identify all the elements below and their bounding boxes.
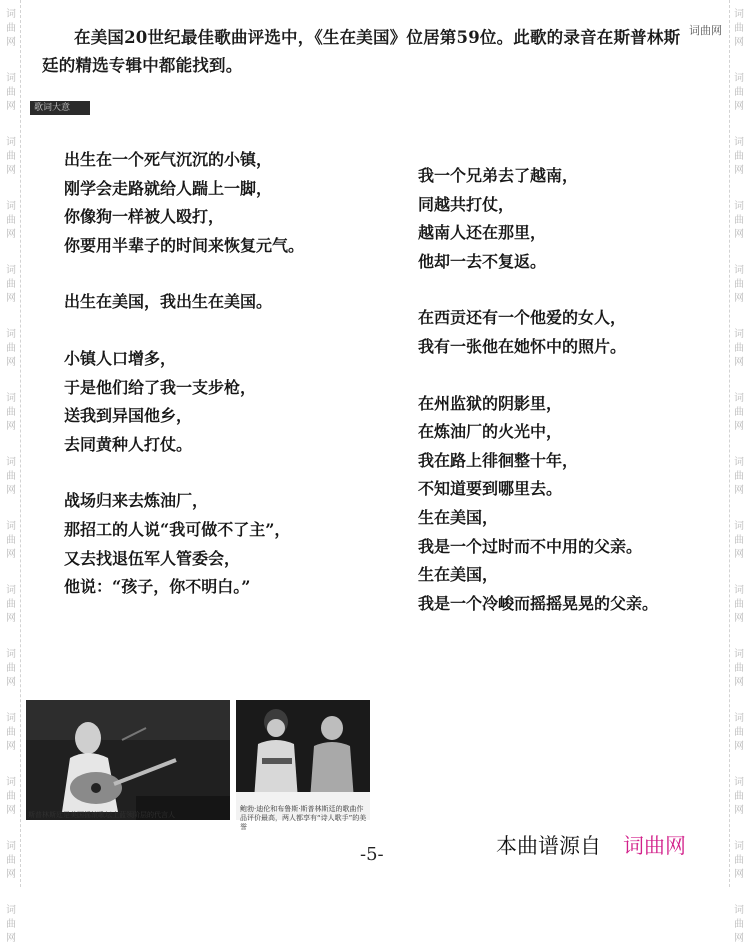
watermark-char: 网 [734, 485, 744, 496]
watermark-char: 词 [6, 329, 16, 340]
watermark-group [6, 8, 16, 50]
watermark-group [734, 904, 744, 946]
watermark-char: 网 [6, 549, 16, 560]
watermark-char: 曲 [734, 535, 744, 546]
watermark-group [6, 328, 16, 370]
left-watermark-column [2, 0, 21, 944]
watermark-char: 曲 [734, 87, 744, 98]
watermark-char: 词 [6, 585, 16, 596]
watermark-char: 词 [6, 713, 16, 724]
watermark-char: 词 [6, 777, 16, 788]
lyric-line: 不知道要到哪里去。 [418, 479, 563, 499]
watermark-char: 词 [734, 905, 744, 916]
watermark-char: 网 [734, 101, 744, 112]
watermark-char: 曲 [734, 343, 744, 354]
intro-paragraph [42, 24, 722, 80]
lyric-line: 又去找退伍军人管委会， [64, 548, 241, 568]
lyric-line: 于是他们给了我一支步枪， [64, 377, 257, 397]
watermark-char: 网 [6, 869, 16, 880]
watermark-char: 网 [734, 805, 744, 816]
watermark-char: 曲 [6, 151, 16, 162]
lyric-line: 刚学会走路就给人踹上一脚， [64, 178, 273, 198]
lyric-line: 生在美国， [418, 565, 499, 585]
lyric-line: 在炼油厂的火光中， [418, 422, 563, 442]
watermark-char: 词 [6, 137, 16, 148]
watermark-group [6, 776, 16, 818]
photo-springsteen-image [26, 700, 230, 820]
lyrics-stanza [418, 162, 738, 276]
watermark-char: 网 [734, 229, 744, 240]
photo-springsteen [26, 700, 230, 820]
watermark-char: 网 [734, 869, 744, 880]
watermark-char: 曲 [734, 215, 744, 226]
watermark-char: 曲 [6, 855, 16, 866]
watermark-group [6, 72, 16, 114]
watermark-char: 曲 [6, 279, 16, 290]
intro-line-1 [42, 24, 722, 52]
watermark-char: 网 [6, 677, 16, 688]
watermark-group [6, 456, 16, 498]
lyric-line: 你要用半辈子的时间来恢复元气。 [64, 235, 305, 255]
lyric-line: 在西贡还有一个他爱的女人， [418, 308, 627, 328]
lyric-line: 小镇人口增多， [64, 348, 177, 368]
watermark-group [6, 712, 16, 754]
watermark-char: 曲 [6, 599, 16, 610]
watermark-char: 网 [6, 101, 16, 112]
lyrics-right-column [418, 162, 738, 646]
watermark-char: 曲 [734, 919, 744, 930]
watermark-char: 网 [6, 613, 16, 624]
photo-caption-1: 斯普林斯廷是美国摇滚歌坛上蓝领阶层的代言人 [28, 811, 175, 819]
lyric-line: 送我到异国他乡， [64, 406, 193, 426]
watermark-char: 词 [6, 265, 16, 276]
watermark-char: 曲 [6, 471, 16, 482]
watermark-char: 词 [734, 457, 744, 468]
watermark-char: 曲 [6, 87, 16, 98]
watermark-char: 网 [734, 357, 744, 368]
watermark-char: 词 [734, 137, 744, 148]
watermark-char: 网 [6, 485, 16, 496]
watermark-char: 网 [6, 421, 16, 432]
watermark-char: 词 [734, 265, 744, 276]
watermark-group [734, 648, 744, 690]
watermark-char: 网 [6, 293, 16, 304]
lyric-line: 同越共打仗， [418, 194, 515, 214]
watermark-char: 曲 [734, 279, 744, 290]
watermark-char: 曲 [734, 407, 744, 418]
lyric-line: 生在美国， [418, 507, 499, 527]
watermark-char: 词 [734, 393, 744, 404]
watermark-char: 曲 [6, 23, 16, 34]
watermark-char: 曲 [734, 855, 744, 866]
watermark-char: 词 [6, 905, 16, 916]
watermark-group [6, 648, 16, 690]
watermark-char: 网 [734, 165, 744, 176]
watermark-char: 网 [734, 37, 744, 48]
watermark-group [6, 264, 16, 306]
page-number: -5- [360, 844, 384, 865]
watermark-char: 词 [6, 649, 16, 660]
watermark-group [6, 584, 16, 626]
watermark-char: 词 [734, 201, 744, 212]
watermark-char: 网 [734, 421, 744, 432]
lyric-line: 战场归来去炼油厂， [64, 491, 209, 511]
watermark-group [6, 392, 16, 434]
lyric-line: 我在路上徘徊整十年， [418, 450, 579, 470]
lyric-line: 他说：“孩子，你不明白。” [64, 577, 251, 597]
lyrics-stanza [64, 487, 394, 601]
watermark-group [734, 776, 744, 818]
watermark-char: 网 [6, 933, 16, 944]
watermark-char: 词 [734, 585, 744, 596]
source-credit [496, 830, 686, 860]
lyrics-stanza [64, 288, 394, 317]
lyric-line: 越南人还在那里， [418, 223, 547, 243]
watermark-char: 网 [734, 677, 744, 688]
lyrics-stanza [418, 390, 738, 619]
watermark-char: 网 [734, 549, 744, 560]
watermark-char: 曲 [6, 343, 16, 354]
watermark-group [6, 200, 16, 242]
watermark-char: 曲 [734, 23, 744, 34]
watermark-group [6, 840, 16, 882]
watermark-char: 词 [734, 73, 744, 84]
watermark-char: 曲 [6, 407, 16, 418]
watermark-char: 词 [6, 393, 16, 404]
lyric-line: 在州监狱的阴影里， [418, 393, 563, 413]
watermark-char: 曲 [734, 471, 744, 482]
watermark-char: 网 [6, 357, 16, 368]
source-prefix: 本曲谱源自 [496, 834, 601, 858]
watermark-char: 网 [734, 741, 744, 752]
watermark-char: 网 [734, 293, 744, 304]
lyric-line: 我是一个冷峻而摇摇晃晃的父亲。 [418, 593, 659, 613]
intro-line-2: 廷的精选专辑中都能找到。 [42, 56, 243, 75]
watermark-char: 曲 [6, 215, 16, 226]
watermark-char: 网 [6, 805, 16, 816]
watermark-char: 词 [734, 521, 744, 532]
watermark-char: 曲 [734, 727, 744, 738]
watermark-char: 网 [6, 165, 16, 176]
watermark-char: 词 [6, 201, 16, 212]
watermark-group [734, 840, 744, 882]
watermark-char: 网 [6, 741, 16, 752]
watermark-char: 曲 [734, 663, 744, 674]
watermark-char: 曲 [6, 727, 16, 738]
lyric-line: 我有一张他在她怀中的照片。 [418, 336, 627, 356]
watermark-char: 词 [6, 9, 16, 20]
watermark-char: 词 [734, 777, 744, 788]
source-brand-link[interactable]: 词曲网 [623, 834, 686, 858]
watermark-char: 曲 [6, 535, 16, 546]
watermark-char: 词 [6, 521, 16, 532]
lyrics-section-tag: 歌词大意 [30, 101, 90, 115]
watermark-char: 词 [6, 841, 16, 852]
top-right-watermark: 词曲网 [689, 24, 722, 37]
watermark-char: 网 [6, 37, 16, 48]
watermark-char: 曲 [6, 791, 16, 802]
watermark-group [734, 72, 744, 114]
watermark-char: 网 [6, 229, 16, 240]
watermark-char: 词 [734, 9, 744, 20]
watermark-char: 词 [6, 73, 16, 84]
watermark-char: 曲 [6, 919, 16, 930]
lyric-line: 去同黄种人打仗。 [64, 434, 193, 454]
watermark-char: 网 [734, 933, 744, 944]
watermark-char: 词 [734, 713, 744, 724]
watermark-char: 曲 [734, 151, 744, 162]
lyric-line: 出生在美国，我出生在美国。 [64, 292, 273, 312]
lyrics-stanza [64, 345, 394, 459]
watermark-char: 词 [6, 457, 16, 468]
lyric-line: 出生在一个死气沉沉的小镇， [64, 150, 273, 169]
photo-dylan-springsteen-image [236, 700, 370, 820]
lyric-line: 我一个兄弟去了越南， [418, 166, 579, 185]
lyric-line: 那招工的人说“我可做不了主”， [64, 519, 291, 539]
lyrics-left-column [64, 146, 394, 630]
watermark-group [6, 520, 16, 562]
watermark-char: 曲 [734, 599, 744, 610]
photo-dylan-springsteen [236, 700, 370, 820]
lyric-line: 他却一去不复返。 [418, 251, 547, 271]
watermark-group [6, 136, 16, 178]
watermark-group [6, 904, 16, 946]
photo-caption-2: 鲍勃·迪伦和布鲁斯·斯普林斯廷的歌曲作品评价最高，两人都享有“诗人歌手”的美誉 [240, 805, 367, 831]
lyric-line: 你像狗一样被人殴打， [64, 207, 225, 227]
lyrics-stanza [64, 146, 394, 260]
watermark-char: 词 [734, 649, 744, 660]
watermark-group [734, 8, 744, 50]
watermark-char: 网 [734, 613, 744, 624]
lyrics-stanza [418, 304, 738, 361]
watermark-char: 词 [734, 841, 744, 852]
lyric-line: 我是一个过时而不中用的父亲。 [418, 536, 643, 556]
watermark-char: 曲 [734, 791, 744, 802]
watermark-group [734, 712, 744, 754]
watermark-char: 词 [734, 329, 744, 340]
watermark-char: 曲 [6, 663, 16, 674]
intro-line-1-text: 在美国20世纪最佳歌曲评选中，《生在美国》位居第59位。此歌的录音在斯普林斯 [74, 28, 681, 47]
